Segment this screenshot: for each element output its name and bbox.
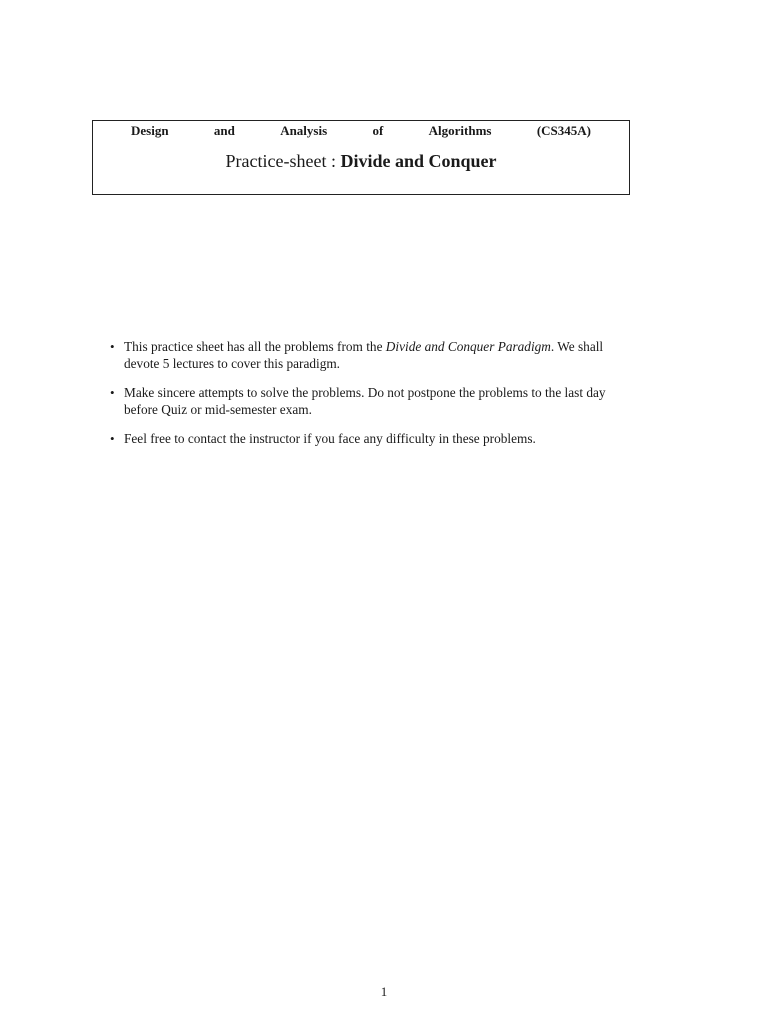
- list-item: [108, 430, 636, 447]
- course-word: Algorithms: [428, 123, 492, 138]
- sheet-title-topic: Divide and Conquer: [340, 151, 497, 171]
- header-box: [92, 120, 630, 195]
- course-word: Design: [131, 123, 169, 138]
- bullet-icon: •: [110, 385, 115, 400]
- bullet-icon: •: [110, 431, 115, 446]
- note-text: Make sincere attempts to solve the problems. Do not postpone the problems to the last day before Quiz or mid-semester exam.: [124, 385, 606, 417]
- list-item: [108, 338, 636, 372]
- course-word: and: [213, 123, 235, 138]
- course-word: of: [372, 123, 384, 138]
- instructions-list: [108, 338, 636, 459]
- note-emphasis: Divide and Conquer Paradigm: [385, 339, 551, 354]
- course-code: (CS345A): [536, 123, 591, 138]
- page-number: 1: [380, 984, 388, 999]
- course-title: [131, 123, 591, 139]
- note-text: . We shall devote 5 lectures to cover this paradigm.: [124, 339, 604, 371]
- note-text: This practice sheet has all the problems from the: [124, 339, 386, 354]
- note-text: Feel free to contact the instructor if you face any difficulty in these problems.: [124, 431, 536, 446]
- sheet-title: [93, 150, 629, 172]
- course-word: Analysis: [280, 123, 328, 138]
- list-item: [108, 384, 636, 418]
- bullet-icon: •: [110, 339, 115, 354]
- sheet-title-prefix: Practice-sheet :: [225, 151, 336, 171]
